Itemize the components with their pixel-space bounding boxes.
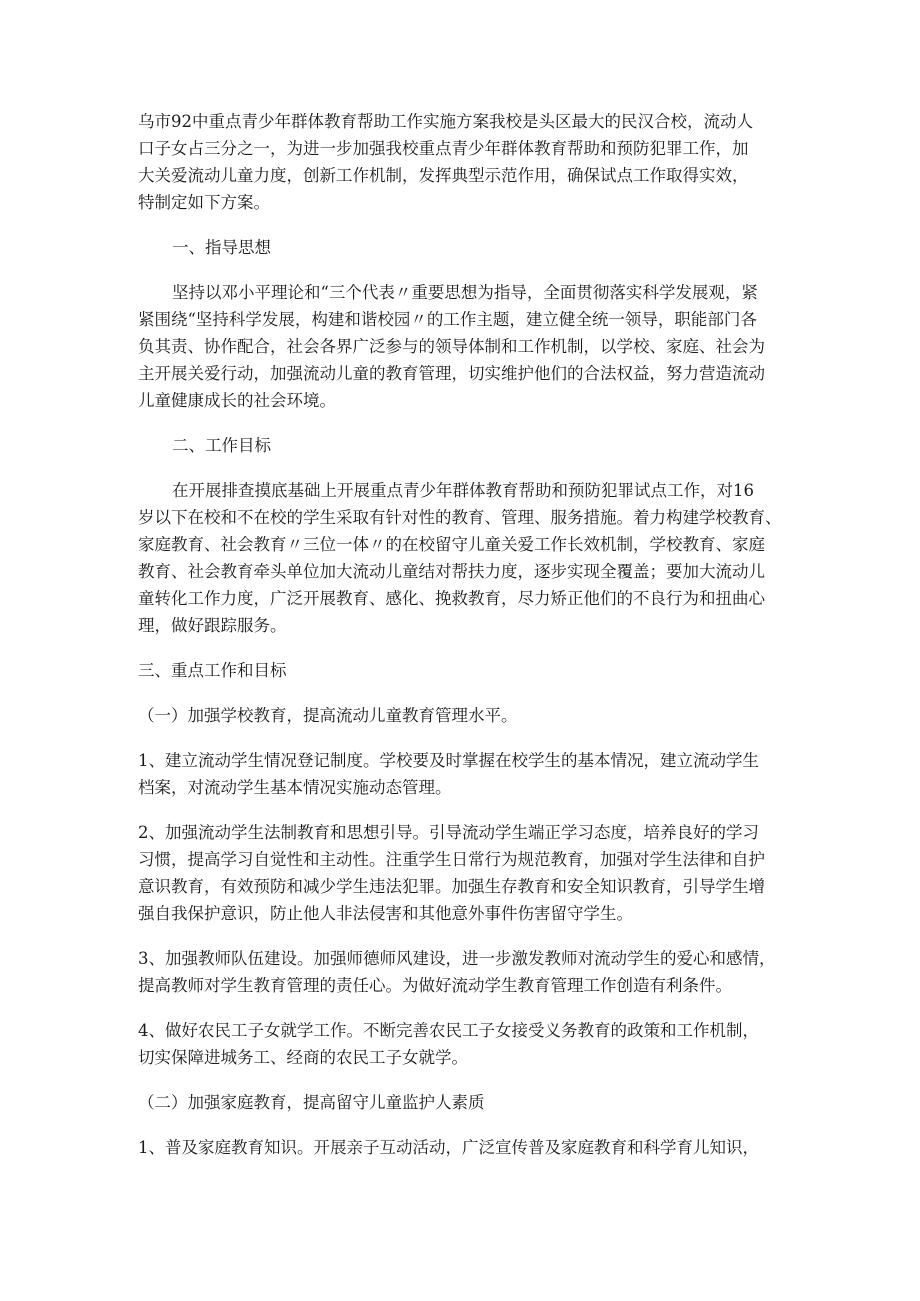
text-line: 理，做好跟踪服务。: [138, 616, 287, 635]
text-line: 在开展排查摸底基础上开展重点青少年群体教育帮助和预防犯罪试点工作，对16: [172, 481, 754, 500]
text-line: 紧围绕“坚持科学发展，构建和谐校园〃的工作主题，建立健全统一领导，职能部门各: [138, 310, 757, 329]
list-item-4: [138, 1017, 798, 1071]
text-line: 坚持以邓小平理论和“三个代表〃重要思想为指导，全面贯彻落实科学发展观，紧: [172, 283, 758, 302]
text-line: 儿童健康成长的社会环境。: [138, 391, 336, 410]
text-line: 2、加强流动学生法制教育和思想引导。引导流动学生端正学习态度，培养良好的学习: [138, 823, 759, 842]
document-body: [138, 108, 798, 1161]
section2-paragraph: [138, 477, 798, 639]
text-line: 岁以下在校和不在校的学生采取有针对性的教育、管理、服务措施。着力构建学校教育、: [138, 508, 782, 527]
text-line: 提高教师对学生教育管理的责任心。为做好流动学生教育管理工作创造有利条件。: [138, 976, 732, 995]
list-item-3: [138, 945, 798, 999]
section3-heading: 三、重点工作和目标: [138, 661, 287, 680]
section2-heading: 二、工作目标: [172, 436, 271, 455]
text-line: 家庭教育、社会教育〃三位一体〃的在校留守儿童关爱工作长效机制，学校教育、家庭: [138, 535, 765, 554]
text-line: 意识教育，有效预防和减少学生违法犯罪。加强生存教育和安全知识教育，引导学生增: [138, 877, 765, 896]
text-line: 1、建立流动学生情况登记制度。学校要及时掌握在校学生的基本情况，建立流动学生: [138, 751, 759, 770]
list-item-1: [138, 747, 798, 801]
subsection1-heading: （一）加强学校教育，提高流动儿童教育管理水平。: [138, 706, 518, 725]
intro-paragraph: [138, 108, 798, 216]
text-line: 强自我保护意识，防止他人非法侵害和其他意外事件伤害留守学生。: [138, 904, 633, 923]
section1-heading: 一、指导思想: [172, 238, 271, 257]
text-line: 1、普及家庭教育知识。开展亲子互动活动，广泛宣传普及家庭教育和科学育儿知识，: [138, 1138, 759, 1157]
text-line: 特制定如下方案。: [138, 193, 270, 212]
list-item-2: [138, 819, 798, 927]
text-line: 口子女占三分之一，为进一步加强我校重点青少年群体教育帮助和预防犯罪工作，加: [138, 139, 749, 158]
subsection2-heading: （二）加强家庭教育，提高留守儿童监护人素质: [138, 1093, 485, 1112]
text-line: 教育、社会教育牵头单位加大流动儿童结对帮扶力度，逐步实现全覆盖；要加大流动儿: [138, 562, 765, 581]
list-item-5: [138, 1134, 798, 1161]
text-line: 习惯，提高学习自觉性和主动性。注重学生日常行为规范教育，加强对学生法律和自护: [138, 850, 765, 869]
text-line: 负其责、协作配合，社会各界广泛参与的领导体制和工作机制，以学校、家庭、社会为: [138, 337, 765, 356]
text-line: 童转化工作力度，广泛开展教育、感化、挽救教育，尽力矫正他们的不良行为和扭曲心: [138, 589, 765, 608]
section1-paragraph: [138, 279, 798, 414]
text-line: 切实保障进城务工、经商的农民工子女就学。: [138, 1048, 468, 1067]
text-line: 4、做好农民工子女就学工作。不断完善农民工子女接受义务教育的政策和工作机制，: [138, 1021, 759, 1040]
text-line: 档案，对流动学生基本情况实施动态管理。: [138, 778, 452, 797]
text-line: 主开展关爱行动，加强流动儿童的教育管理，切实维护他们的合法权益，努力营造流动: [138, 364, 765, 383]
text-line: 3、加强教师队伍建设。加强师德师风建设，进一步激发教师对流动学生的爱心和感情，: [138, 949, 776, 968]
text-line: 乌市92中重点青少年群体教育帮助工作实施方案我校是头区最大的民汉合校，流动人: [138, 112, 753, 131]
text-line: 大关爱流动儿童力度，创新工作机制，发挥典型示范作用，确保试点工作取得实效，: [138, 166, 749, 185]
